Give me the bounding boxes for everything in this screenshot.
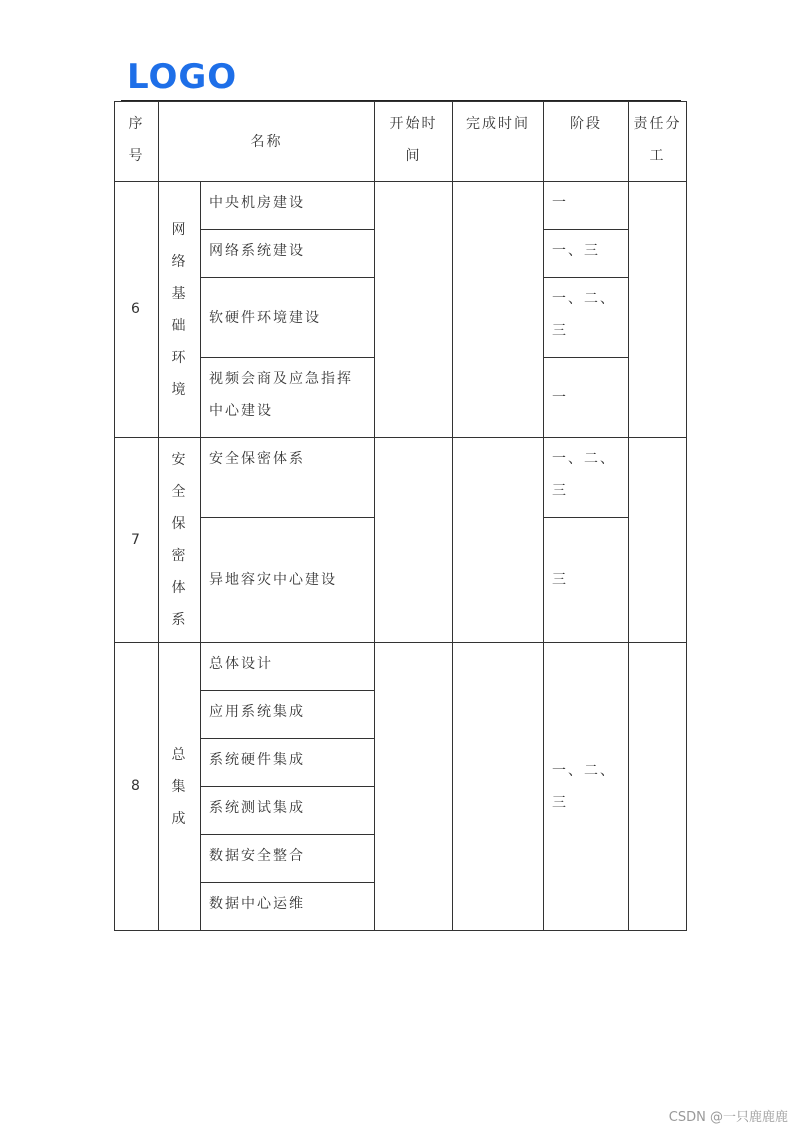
category-cell: 总集成 <box>159 643 201 931</box>
owner-cell <box>629 643 687 931</box>
stage-cell: 一 <box>544 358 629 438</box>
watermark: CSDN @一只鹿鹿鹿 <box>668 1110 788 1125</box>
table-row <box>115 438 687 518</box>
header-start-time: 开始时间 <box>375 102 453 182</box>
seq-cell: 8 <box>115 643 159 931</box>
header-name: 名称 <box>159 102 375 182</box>
table-row <box>115 643 687 691</box>
item-name: 软硬件环境建设 <box>201 278 375 358</box>
item-name: 中央机房建设 <box>201 182 375 230</box>
owner-cell <box>629 438 687 643</box>
category-cell: 网络基础环境 <box>159 182 201 438</box>
finish-time-cell <box>453 182 544 438</box>
header-stage: 阶段 <box>544 102 629 182</box>
item-name: 异地容灾中心建设 <box>201 518 375 643</box>
seq-cell: 7 <box>115 438 159 643</box>
logo: LOGO <box>127 57 238 97</box>
header-owner: 责任分工 <box>629 102 687 182</box>
stage-cell: 一、二、三 <box>544 278 629 358</box>
item-name: 网络系统建设 <box>201 230 375 278</box>
owner-cell <box>629 182 687 438</box>
item-name: 应用系统集成 <box>201 691 375 739</box>
item-name: 总体设计 <box>201 643 375 691</box>
item-name: 系统测试集成 <box>201 787 375 835</box>
item-name: 数据安全整合 <box>201 835 375 883</box>
item-name: 系统硬件集成 <box>201 739 375 787</box>
seq-cell: 6 <box>115 182 159 438</box>
category-cell: 安全保密体系 <box>159 438 201 643</box>
start-time-cell <box>375 438 453 643</box>
stage-cell: 三 <box>544 518 629 643</box>
stage-cell: 一、三 <box>544 230 629 278</box>
finish-time-cell <box>453 438 544 643</box>
start-time-cell <box>375 643 453 931</box>
header-row <box>115 102 687 182</box>
stage-cell: 一、二、三 <box>544 643 629 931</box>
item-name: 视频会商及应急指挥中心建设 <box>201 358 375 438</box>
header-seq: 序号 <box>115 102 159 182</box>
stage-cell: 一、二、三 <box>544 438 629 518</box>
item-name: 数据中心运维 <box>201 883 375 931</box>
table-row <box>115 182 687 230</box>
start-time-cell <box>375 182 453 438</box>
header-finish-time: 完成时间 <box>453 102 544 182</box>
item-name: 安全保密体系 <box>201 438 375 518</box>
schedule-table <box>114 101 687 931</box>
stage-cell: 一 <box>544 182 629 230</box>
finish-time-cell <box>453 643 544 931</box>
